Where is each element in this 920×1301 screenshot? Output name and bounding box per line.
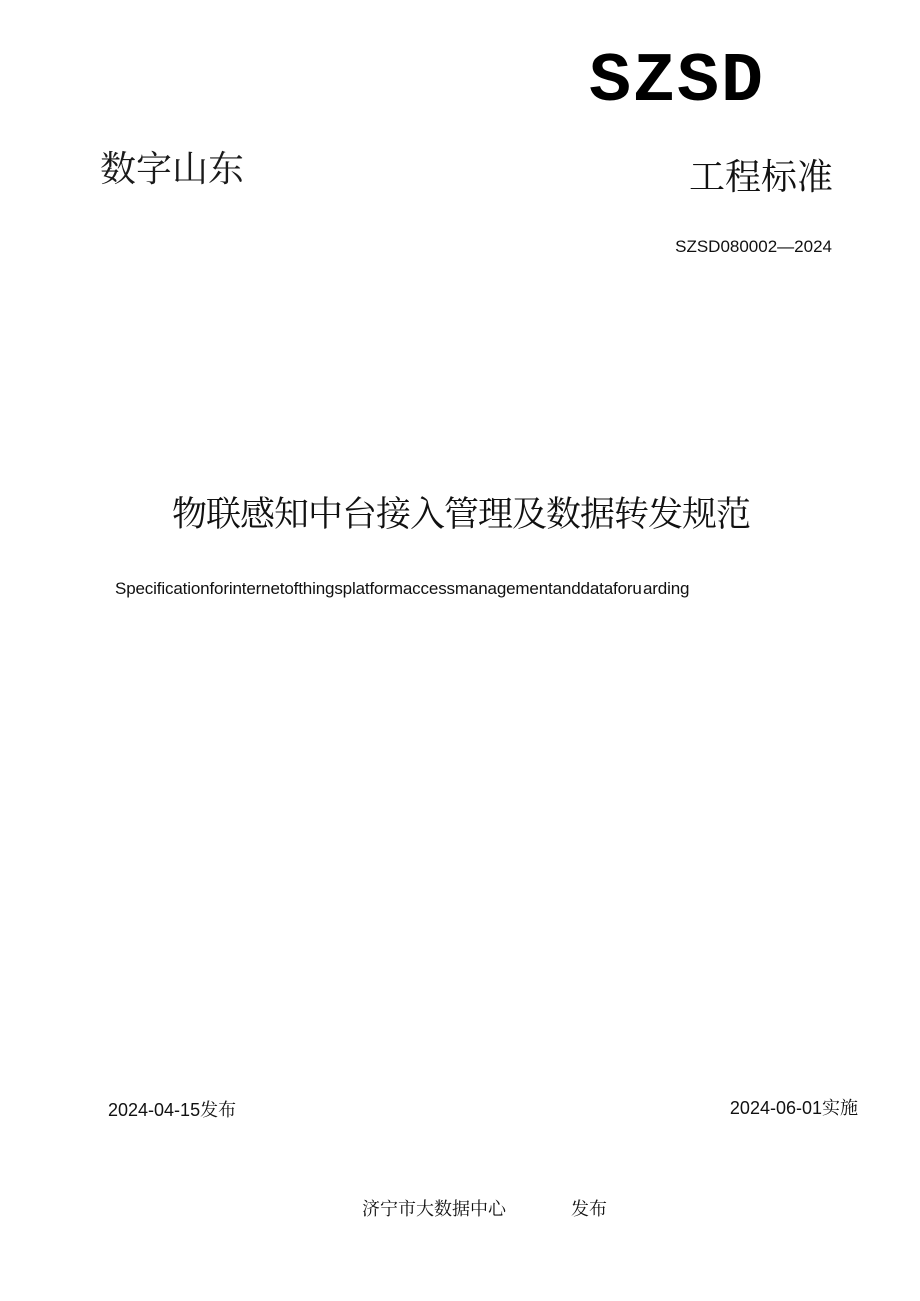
publish-date: 2024-04-15发布 xyxy=(108,1100,237,1120)
standard-number: SZSD080002—2024 xyxy=(675,237,832,256)
footer-publish-label: 发布 xyxy=(571,1199,607,1220)
document-title-chinese: 物联感知中台接入管理及数据转发规范 xyxy=(172,495,751,535)
effective-date: 2024-06-01实施 xyxy=(729,1098,858,1118)
issuer-brand: 数字山东 xyxy=(100,149,245,190)
standard-type: 工程标准 xyxy=(688,157,833,198)
document-title-english: Specificationforinternetofthingsplatformaccessmanagementanddataforu arding xyxy=(115,579,690,598)
standard-code-logo: SZSD xyxy=(588,43,765,122)
footer-issuer: 济宁市大数据中心 xyxy=(362,1199,506,1220)
